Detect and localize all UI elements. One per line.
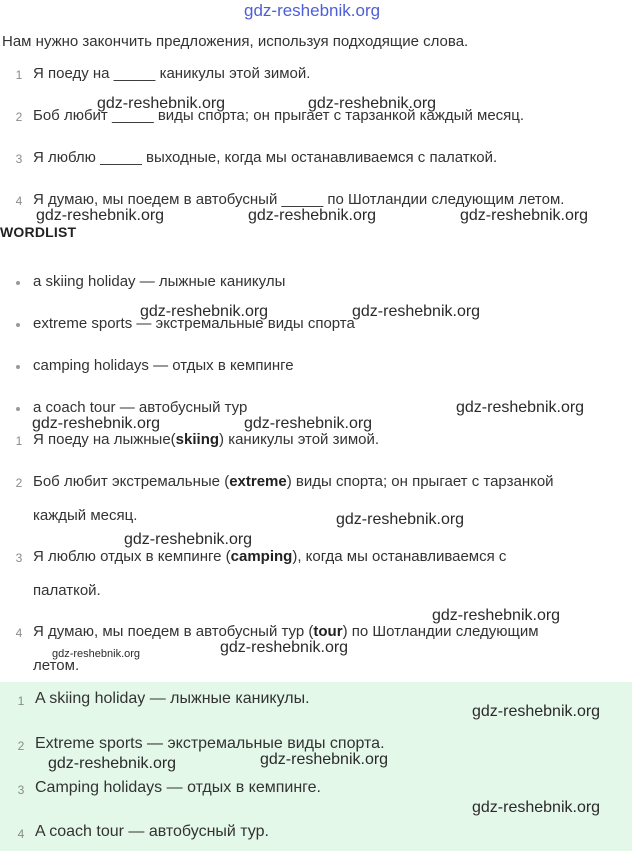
task-number: 2 [15, 110, 23, 124]
intro-text: Нам нужно закончить предложения, используя подходящие слова. [2, 33, 469, 50]
task-text: Я думаю, мы поедем в автобусный _____ по Шотландии следующим летом. [33, 191, 565, 208]
translation-text: A coach tour — автобусный тур. [35, 823, 269, 840]
watermark: gdz-reshebnik.org [220, 639, 349, 656]
wordlist-item: a skiing holiday — лыжные каникулы [33, 273, 286, 290]
translation-text: Camping holidays — отдых в кемпинге. [35, 779, 321, 796]
translation-text: A skiing holiday — лыжные каникулы. [35, 690, 310, 707]
bullet [16, 365, 20, 369]
answer-number: 1 [15, 434, 23, 448]
watermark: gdz-reshebnik.org [460, 207, 589, 224]
answer-text-continued: палаткой. [33, 582, 101, 599]
watermark: gdz-reshebnik.org [124, 531, 253, 548]
translation-text: Extreme sports — экстремальные виды спорта. [35, 735, 385, 752]
task-number: 4 [15, 194, 23, 208]
watermark: gdz-reshebnik.org [352, 303, 481, 320]
watermark: gdz-reshebnik.org [248, 207, 377, 224]
translation-number: 1 [17, 694, 25, 708]
task-number: 1 [15, 68, 23, 82]
watermark: gdz-reshebnik.org [260, 751, 389, 768]
watermark: gdz-reshebnik.org [244, 1, 381, 20]
watermark: gdz-reshebnik.org [52, 648, 141, 660]
task-text: Боб любит _____ виды спорта; он прыгает с тарзанкой каждый месяц. [33, 107, 525, 124]
watermark: gdz-reshebnik.org [97, 95, 226, 112]
wordlist-item: a coach tour — автобусный тур [33, 399, 248, 416]
answer-text: Я поеду на лыжные(skiing) каникулы этой зимой. [33, 431, 380, 448]
wordlist-item: extreme sports — экстремальные виды спорта [33, 315, 355, 332]
answer-number: 2 [15, 476, 23, 490]
watermark: gdz-reshebnik.org [472, 799, 601, 816]
answer-text-continued: летом. [33, 657, 80, 674]
watermark: gdz-reshebnik.org [36, 207, 165, 224]
watermark: gdz-reshebnik.org [472, 703, 601, 720]
answer-text: Боб любит экстремальные (extreme) виды спорта; он прыгает с тарзанкой [33, 473, 554, 490]
answer-text: Я люблю отдых в кемпинге (camping), когда мы останавливаемся с [33, 548, 507, 565]
task-text: Я поеду на _____ каникулы этой зимой. [33, 65, 311, 82]
answer-word: extreme [229, 473, 287, 490]
task-number: 3 [15, 152, 23, 166]
answer-number: 3 [15, 551, 23, 565]
watermark: gdz-reshebnik.org [432, 607, 561, 624]
answer-number: 4 [15, 626, 23, 640]
bullet [16, 323, 20, 327]
watermark: gdz-reshebnik.org [32, 415, 161, 432]
answer-word: tour [313, 623, 343, 640]
watermark: gdz-reshebnik.org [140, 303, 269, 320]
watermark: gdz-reshebnik.org [336, 511, 465, 528]
bullet [16, 281, 20, 285]
translation-number: 2 [17, 739, 25, 753]
watermark: gdz-reshebnik.org [244, 415, 373, 432]
wordlist-heading: WORDLIST [0, 224, 77, 240]
watermark: gdz-reshebnik.org [48, 755, 177, 772]
answer-word: skiing [175, 431, 220, 448]
bullet [16, 407, 20, 411]
watermark: gdz-reshebnik.org [456, 399, 585, 416]
answer-text-continued: каждый месяц. [33, 507, 138, 524]
watermark: gdz-reshebnik.org [308, 95, 437, 112]
translation-number: 3 [17, 783, 25, 797]
wordlist-item: camping holidays — отдых в кемпинге [33, 357, 294, 374]
answer-word: camping [230, 548, 293, 565]
translation-number: 4 [17, 827, 25, 841]
answer-text: Я думаю, мы поедем в автобусный тур (tour) по Шотландии следующим [33, 623, 539, 640]
task-text: Я люблю _____ выходные, когда мы останавливаемся с палаткой. [33, 149, 498, 166]
